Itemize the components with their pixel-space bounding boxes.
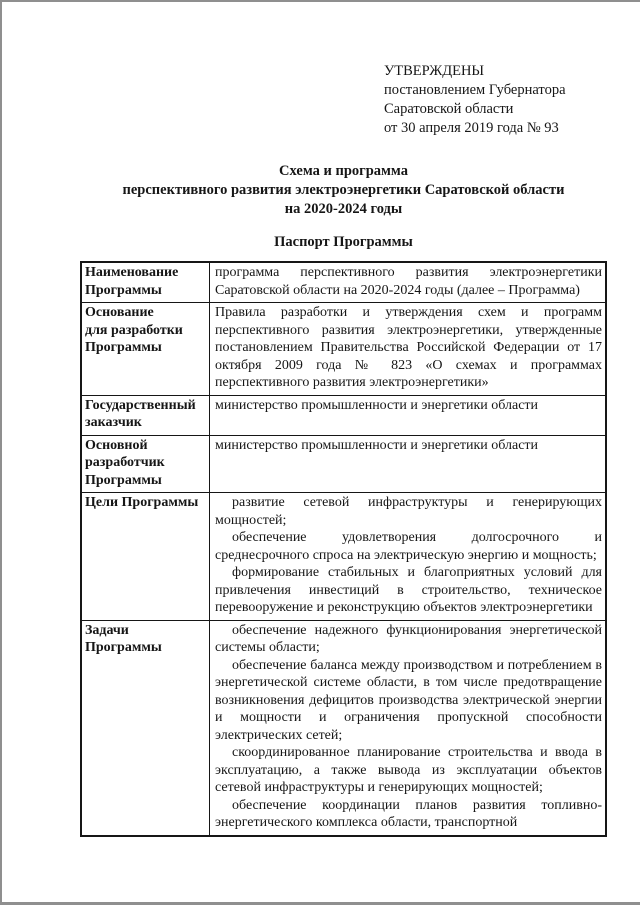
content-paragraph: обеспечение координации планов развития топливно-энергетического комплекса области, транспортной — [215, 797, 602, 830]
document-content — [80, 2, 607, 837]
row-label-cell — [82, 303, 210, 395]
label-line: для разработки — [85, 322, 183, 338]
label-line: Программы — [85, 340, 162, 355]
table-row-goals — [82, 493, 605, 621]
row-label-cell — [82, 621, 210, 835]
row-label-cell — [82, 263, 210, 302]
approval-line: УТВЕРЖДЕНЫ — [384, 63, 485, 79]
approval-line: постановлением Губернатора — [384, 82, 566, 98]
row-content-cell — [210, 621, 605, 835]
row-content-cell — [210, 493, 605, 620]
document-title — [80, 162, 607, 219]
label-line: Государственный — [85, 397, 196, 413]
content-paragraph: министерство промышленности и энергетики области — [215, 397, 539, 413]
title-line: Схема и программа — [279, 163, 408, 179]
approval-block — [384, 62, 607, 138]
label-line: Цели Программы — [85, 495, 199, 510]
label-line: Программы — [85, 472, 162, 488]
row-content-cell — [210, 396, 605, 435]
label-line: Наименование — [85, 265, 179, 280]
content-paragraph: обеспечение надежного функционирования энергетической системы области; — [215, 622, 602, 655]
content-paragraph: развитие сетевой инфраструктуры и генерирующих мощностей; — [215, 495, 602, 528]
row-content-cell — [210, 303, 605, 395]
label-line: Основание — [85, 305, 154, 320]
content-paragraph: обеспечение удовлетворения долгосрочного и среднесрочного спроса на электрическую энергию и мощность; — [215, 530, 602, 563]
label-line: Основной — [85, 437, 148, 453]
table-row-state-customer — [82, 396, 605, 436]
content-paragraph: министерство промышленности и энергетики области — [215, 437, 539, 453]
content-paragraph: формирование стабильных и благоприятных условий для привлечения инвестиций в строительство, техническое перевооружение и реконструкцию объектов электроэнергетики — [215, 565, 602, 615]
row-label-cell — [82, 396, 210, 435]
content-paragraph: обеспечение баланса между производством и потреблением в энергетической системе области, в том числе предотвращение возникновения дефицитов производства электрической энергии и мощности и ограничения пропускной способности электрических сетей; — [215, 657, 602, 743]
content-paragraph: скоординированное планирование строительства и ввода в эксплуатацию, а также вывода из эксплуатации объектов сетевой инфраструктуры и генерирующих мощностей; — [215, 745, 602, 795]
title-line: перспективного развития электроэнергетики Саратовской области — [122, 182, 565, 198]
content-paragraph: программа перспективного развития электроэнергетики Саратовской области на 2020-2024 годы (далее – Программа) — [215, 265, 602, 298]
document-subtitle: Паспорт Программы — [274, 234, 413, 250]
table-row-basis — [82, 303, 605, 396]
label-line: Программы — [85, 640, 162, 655]
title-line: на 2020-2024 годы — [284, 201, 403, 217]
passport-table — [80, 261, 607, 837]
table-row-program-name — [82, 263, 605, 303]
label-line: заказчик — [85, 415, 142, 430]
table-row-main-developer — [82, 436, 605, 494]
label-line: Задачи — [85, 622, 129, 638]
row-label-cell — [82, 436, 210, 493]
row-content-cell — [210, 436, 605, 493]
approval-line: от 30 апреля 2019 года № 93 — [384, 120, 559, 136]
label-line: Программы — [85, 282, 162, 298]
row-label-cell — [82, 493, 210, 620]
label-line: разработчик — [85, 455, 165, 470]
table-row-tasks — [82, 621, 605, 835]
row-content-cell — [210, 263, 605, 302]
content-paragraph: Правила разработки и утверждения схем и программ перспективного развития электроэнергетики, утвержденные постановлением Правительства Российской Федерации от 17 октября 2009 года № 823 «О схемах и программах перспективного развития электроэнергетики» — [215, 305, 602, 390]
approval-line: Саратовской области — [384, 101, 514, 117]
